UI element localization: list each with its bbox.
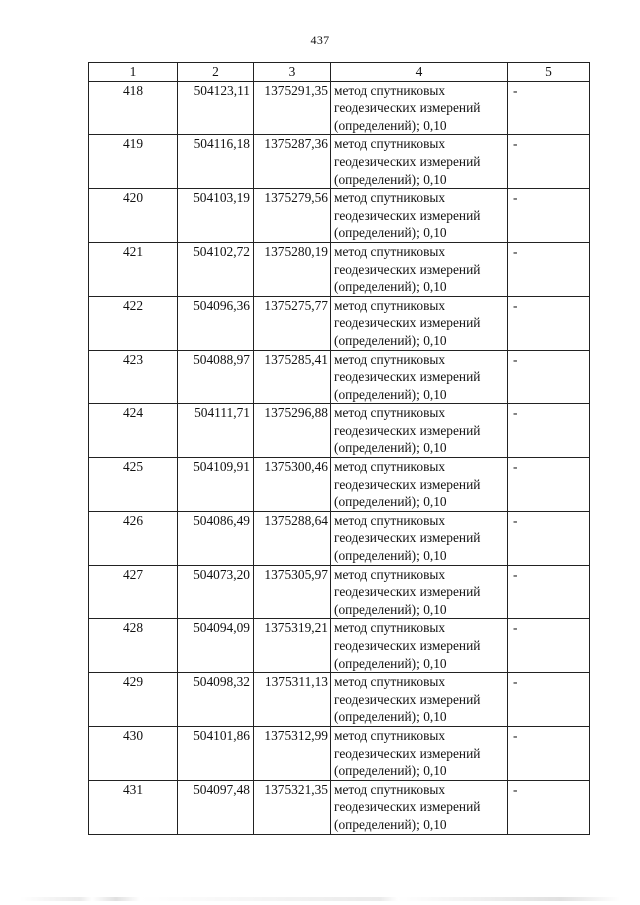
- y-coordinate-cell: 1375296,88: [254, 404, 331, 458]
- y-coordinate-cell: 1375288,64: [254, 511, 331, 565]
- x-coordinate-cell: 504101,86: [178, 726, 254, 780]
- x-coordinate-cell: 504094,09: [178, 619, 254, 673]
- note-cell: -: [508, 726, 590, 780]
- method-cell: метод спутниковых геодезических измерений (определений); 0,10: [331, 135, 508, 189]
- header-col-2: 2: [178, 63, 254, 82]
- table-row: [89, 135, 590, 189]
- table-row: [89, 511, 590, 565]
- y-coordinate-cell: 1375311,13: [254, 673, 331, 727]
- method-cell: метод спутниковых геодезических измерений (определений); 0,10: [331, 404, 508, 458]
- note-cell: -: [508, 458, 590, 512]
- point-number-cell: 430: [89, 726, 178, 780]
- method-cell: метод спутниковых геодезических измерений (определений); 0,10: [331, 673, 508, 727]
- note-cell: -: [508, 404, 590, 458]
- note-cell: -: [508, 189, 590, 243]
- table-row: [89, 350, 590, 404]
- x-coordinate-cell: 504096,36: [178, 296, 254, 350]
- note-cell: -: [508, 511, 590, 565]
- page-number: 437: [310, 33, 330, 47]
- x-coordinate-cell: 504111,71: [178, 404, 254, 458]
- table-header-row: [89, 63, 590, 82]
- x-coordinate-cell: 504097,48: [178, 780, 254, 834]
- note-cell: -: [508, 81, 590, 135]
- point-number-cell: 428: [89, 619, 178, 673]
- y-coordinate-cell: 1375321,35: [254, 780, 331, 834]
- y-coordinate-cell: 1375305,97: [254, 565, 331, 619]
- method-cell: метод спутниковых геодезических измерений (определений); 0,10: [331, 511, 508, 565]
- method-cell: метод спутниковых геодезических измерений (определений); 0,10: [331, 242, 508, 296]
- note-cell: -: [508, 242, 590, 296]
- table-row: [89, 458, 590, 512]
- y-coordinate-cell: 1375312,99: [254, 726, 331, 780]
- point-number-cell: 424: [89, 404, 178, 458]
- x-coordinate-cell: 504109,91: [178, 458, 254, 512]
- table-row: [89, 780, 590, 834]
- header-col-5: 5: [508, 63, 590, 82]
- point-number-cell: 431: [89, 780, 178, 834]
- method-cell: метод спутниковых геодезических измерений (определений); 0,10: [331, 81, 508, 135]
- point-number-cell: 426: [89, 511, 178, 565]
- y-coordinate-cell: 1375285,41: [254, 350, 331, 404]
- table-row: [89, 565, 590, 619]
- method-cell: метод спутниковых геодезических измерений (определений); 0,10: [331, 458, 508, 512]
- table-row: [89, 81, 590, 135]
- scan-edge-artifact: [20, 897, 620, 901]
- y-coordinate-cell: 1375319,21: [254, 619, 331, 673]
- header-col-1: 1: [89, 63, 178, 82]
- x-coordinate-cell: 504088,97: [178, 350, 254, 404]
- x-coordinate-cell: 504123,11: [178, 81, 254, 135]
- point-number-cell: 427: [89, 565, 178, 619]
- note-cell: -: [508, 350, 590, 404]
- method-cell: метод спутниковых геодезических измерений (определений); 0,10: [331, 350, 508, 404]
- x-coordinate-cell: 504098,32: [178, 673, 254, 727]
- table-row: [89, 189, 590, 243]
- y-coordinate-cell: 1375280,19: [254, 242, 331, 296]
- note-cell: -: [508, 296, 590, 350]
- note-cell: -: [508, 619, 590, 673]
- coordinates-table: [88, 62, 590, 835]
- table-row: [89, 296, 590, 350]
- table-row: [89, 726, 590, 780]
- y-coordinate-cell: 1375287,36: [254, 135, 331, 189]
- point-number-cell: 423: [89, 350, 178, 404]
- x-coordinate-cell: 504102,72: [178, 242, 254, 296]
- method-cell: метод спутниковых геодезических измерений (определений); 0,10: [331, 565, 508, 619]
- x-coordinate-cell: 504103,19: [178, 189, 254, 243]
- note-cell: -: [508, 565, 590, 619]
- header-col-3: 3: [254, 63, 331, 82]
- note-cell: -: [508, 673, 590, 727]
- method-cell: метод спутниковых геодезических измерений (определений); 0,10: [331, 296, 508, 350]
- point-number-cell: 429: [89, 673, 178, 727]
- point-number-cell: 418: [89, 81, 178, 135]
- note-cell: -: [508, 780, 590, 834]
- point-number-cell: 425: [89, 458, 178, 512]
- point-number-cell: 419: [89, 135, 178, 189]
- table-row: [89, 404, 590, 458]
- method-cell: метод спутниковых геодезических измерений (определений); 0,10: [331, 189, 508, 243]
- y-coordinate-cell: 1375300,46: [254, 458, 331, 512]
- y-coordinate-cell: 1375275,77: [254, 296, 331, 350]
- y-coordinate-cell: 1375291,35: [254, 81, 331, 135]
- table-row: [89, 242, 590, 296]
- point-number-cell: 422: [89, 296, 178, 350]
- x-coordinate-cell: 504073,20: [178, 565, 254, 619]
- method-cell: метод спутниковых геодезических измерений (определений); 0,10: [331, 780, 508, 834]
- table-row: [89, 673, 590, 727]
- method-cell: метод спутниковых геодезических измерений (определений); 0,10: [331, 726, 508, 780]
- point-number-cell: 420: [89, 189, 178, 243]
- header-col-4: 4: [331, 63, 508, 82]
- method-cell: метод спутниковых геодезических измерений (определений); 0,10: [331, 619, 508, 673]
- x-coordinate-cell: 504086,49: [178, 511, 254, 565]
- x-coordinate-cell: 504116,18: [178, 135, 254, 189]
- y-coordinate-cell: 1375279,56: [254, 189, 331, 243]
- point-number-cell: 421: [89, 242, 178, 296]
- table-row: [89, 619, 590, 673]
- note-cell: -: [508, 135, 590, 189]
